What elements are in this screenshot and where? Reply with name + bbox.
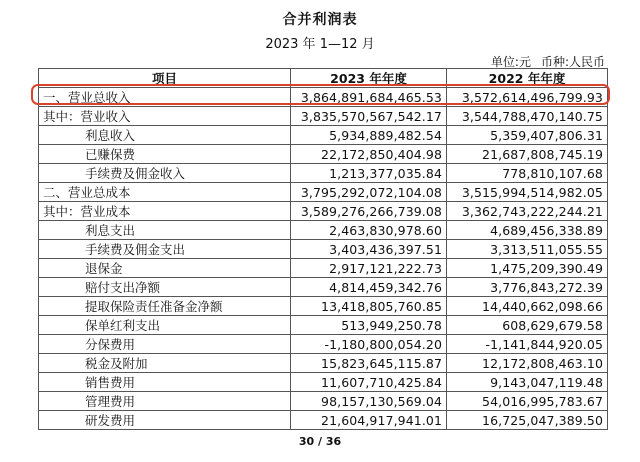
row-value-2023: 22,172,850,404.98 [291, 145, 447, 164]
row-item-label: 管理费用 [39, 392, 291, 411]
row-value-2023: 1,213,377,035.84 [291, 164, 447, 183]
table-row [39, 107, 608, 126]
table-row [39, 278, 608, 297]
header-item: 项目 [39, 69, 291, 88]
table-row [39, 221, 608, 240]
table-body [39, 88, 608, 430]
row-value-2022: 16,725,047,389.50 [447, 411, 608, 430]
table-row [39, 335, 608, 354]
row-value-2023: 5,934,889,482.54 [291, 126, 447, 145]
row-value-2023: 2,917,121,222.73 [291, 259, 447, 278]
row-value-2022: 1,475,209,390.49 [447, 259, 608, 278]
row-value-2022: -1,141,844,920.05 [447, 335, 608, 354]
table-row [39, 183, 608, 202]
row-value-2022: 3,362,743,222,244.21 [447, 202, 608, 221]
row-value-2022: 9,143,047,119.48 [447, 373, 608, 392]
row-item-label: 赔付支出净额 [39, 278, 291, 297]
row-value-2023: 98,157,130,569.04 [291, 392, 447, 411]
table-row [39, 354, 608, 373]
currency-label: 币种:人民币 [540, 55, 605, 69]
row-item-label: 利息支出 [39, 221, 291, 240]
row-value-2022: 14,440,662,098.66 [447, 297, 608, 316]
row-item-label: 手续费及佣金支出 [39, 240, 291, 259]
table-row [39, 88, 608, 107]
header-2022: 2022 年年度 [447, 69, 608, 88]
row-value-2023: 3,864,891,684,465.53 [291, 88, 447, 107]
row-value-2022: 3,776,843,272.39 [447, 278, 608, 297]
row-value-2022: 778,810,107.68 [447, 164, 608, 183]
statement-period: 2023 年 1—12 月 [265, 37, 375, 52]
row-value-2023: 3,403,436,397.51 [291, 240, 447, 259]
header-row [39, 69, 608, 88]
table-row [39, 411, 608, 430]
row-item-label: 销售费用 [39, 373, 291, 392]
row-value-2022: 608,629,679.58 [447, 316, 608, 335]
row-value-2022: 3,515,994,514,982.05 [447, 183, 608, 202]
table-row [39, 164, 608, 183]
table-row [39, 297, 608, 316]
row-item-label: 税金及附加 [39, 354, 291, 373]
row-value-2023: 3,589,276,266,739.08 [291, 202, 447, 221]
row-value-2023: 13,418,805,760.85 [291, 297, 447, 316]
row-value-2023: 21,604,917,941.01 [291, 411, 447, 430]
row-value-2023: 3,795,292,072,104.08 [291, 183, 447, 202]
row-item-label: 退保金 [39, 259, 291, 278]
row-item-label: 已赚保费 [39, 145, 291, 164]
row-value-2022: 3,572,614,496,799.93 [447, 88, 608, 107]
row-value-2022: 4,689,456,338.89 [447, 221, 608, 240]
row-item-label: 研发费用 [39, 411, 291, 430]
table-row [39, 145, 608, 164]
table-row [39, 202, 608, 221]
row-value-2023: 2,463,830,978.60 [291, 221, 447, 240]
row-item-label: 保单红利支出 [39, 316, 291, 335]
table-row [39, 126, 608, 145]
row-item-label: 提取保险责任准备金净额 [39, 297, 291, 316]
row-item-label: 其中：营业收入 [39, 107, 291, 126]
row-value-2022: 21,687,808,745.19 [447, 145, 608, 164]
row-value-2023: 15,823,645,115.87 [291, 354, 447, 373]
table-row [39, 392, 608, 411]
row-item-label: 其中：营业成本 [39, 202, 291, 221]
header-2023: 2023 年年度 [291, 69, 447, 88]
row-value-2023: -1,180,800,054.20 [291, 335, 447, 354]
row-value-2023: 11,607,710,425.84 [291, 373, 447, 392]
statement-title: 合并利润表 [282, 12, 358, 28]
page-number: 30 / 36 [298, 435, 342, 448]
table-row [39, 316, 608, 335]
row-value-2022: 54,016,995,783.67 [447, 392, 608, 411]
row-item-label: 一、营业总收入 [39, 88, 291, 107]
row-value-2023: 3,835,570,567,542.17 [291, 107, 447, 126]
table-row [39, 240, 608, 259]
row-item-label: 利息收入 [39, 126, 291, 145]
row-value-2022: 5,359,407,806.31 [447, 126, 608, 145]
row-value-2023: 4,814,459,342.76 [291, 278, 447, 297]
row-item-label: 手续费及佣金收入 [39, 164, 291, 183]
row-value-2023: 513,949,250.78 [291, 316, 447, 335]
row-value-2022: 3,313,511,055.55 [447, 240, 608, 259]
table-row [39, 259, 608, 278]
row-value-2022: 12,172,808,463.10 [447, 354, 608, 373]
income-statement-table [38, 68, 608, 430]
row-value-2022: 3,544,788,470,140.75 [447, 107, 608, 126]
row-item-label: 二、营业总成本 [39, 183, 291, 202]
row-item-label: 分保费用 [39, 335, 291, 354]
table-row [39, 373, 608, 392]
unit-label: 单位:元 [490, 55, 531, 69]
